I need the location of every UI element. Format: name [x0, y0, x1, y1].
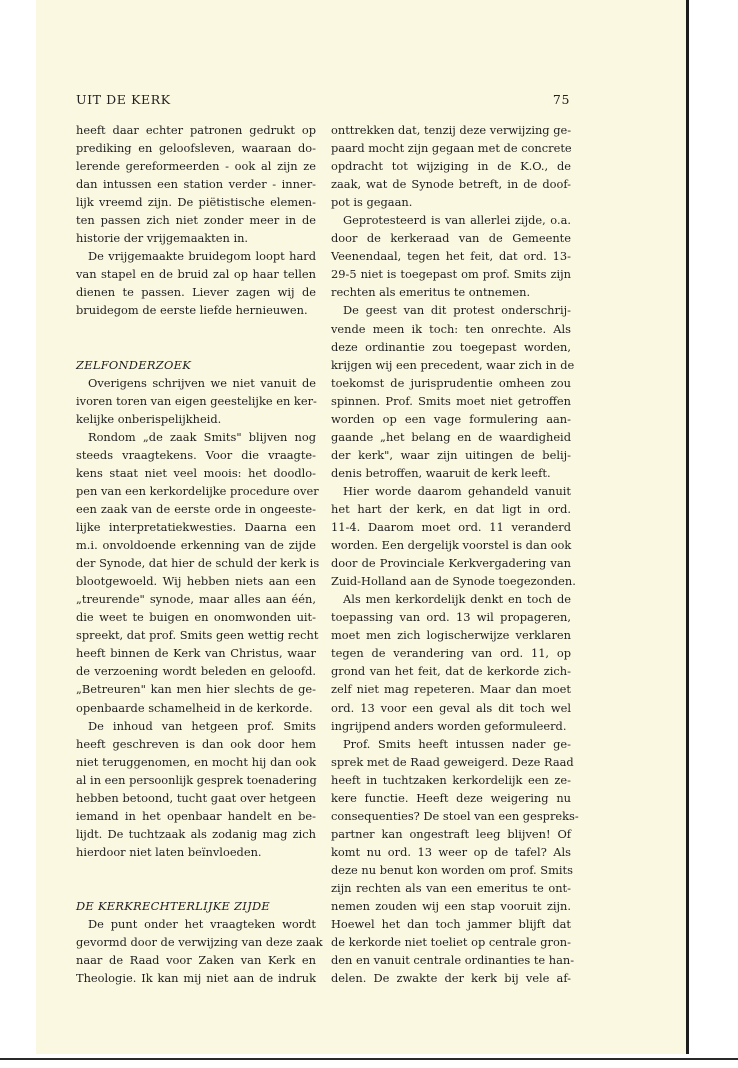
text-line: komt nu ord. 13 weer op de tafel? Als: [331, 844, 571, 859]
text-line: De vrijgemaakte bruidegom loopt hard: [88, 249, 316, 264]
text-line: Als men kerkordelijk denkt en toch de: [343, 592, 571, 607]
text-line: naar de Raad voor Zaken van Kerk en: [76, 953, 316, 968]
page-number: 75: [552, 92, 570, 107]
text-line: toekomst de jurisprudentie omheen zou: [331, 375, 571, 390]
text-line: een zaak van de eerste orde in ongeeste-: [76, 501, 316, 516]
section-heading: ZELFONDERZOEK: [76, 357, 192, 372]
text-line: toepassing van ord. 13 wil propageren,: [331, 610, 571, 625]
text-line: gevormd door de verwijzing van deze zaak: [76, 935, 323, 950]
text-line: pen van een kerkordelijke procedure over: [76, 483, 319, 498]
text-line: Prof. Smits heeft intussen nader ge-: [343, 736, 571, 751]
text-line: dan intussen een station verder - inner-: [76, 177, 316, 192]
text-line: onttrekken dat, tenzij deze verwijzing ge-: [331, 123, 572, 137]
text-line: dienen te passen. Liever zagen wij de: [76, 285, 316, 300]
text-line: gaande „het belang en de waardigheid: [331, 429, 571, 444]
text-line: m.i. onvoldoende erkenning van de zijde: [76, 538, 316, 553]
text-line: zijn rechten als van een emeritus te ont-: [331, 880, 571, 895]
text-line: lijke interpretatiekwesties. Daarna een: [76, 520, 316, 535]
text-line: tegen de verandering van ord. 11, op: [331, 646, 571, 661]
text-line: ten passen zich niet zonder meer in de: [76, 213, 316, 228]
page-edge-bottom: [0, 1058, 738, 1060]
text-line: de verzoening wordt beleden en geloofd.: [76, 664, 316, 679]
text-line: de kerkorde niet toeliet op centrale gron-: [331, 935, 571, 950]
running-title: UIT DE KERK: [76, 92, 171, 107]
text-line: heeft binnen de Kerk van Christus, waar: [76, 646, 316, 661]
blank-line: [76, 861, 316, 879]
text-line: den en vanuit centrale ordinanties te han-: [331, 953, 575, 968]
text-line: ord. 13 voor een geval als dit toch wel: [331, 700, 571, 715]
text-line: blootgewoeld. Wij hebben niets aan een: [76, 574, 316, 589]
text-line: Overigens schrijven we niet vanuit de: [88, 375, 316, 390]
text-line: al in een persoonlijk gesprek toenadering: [76, 772, 317, 787]
text-line: door de Provinciale Kerkvergadering van: [331, 556, 571, 571]
text-line: 29-5 niet is toegepast om prof. Smits zijn: [331, 267, 571, 282]
text-line: Geprotesteerd is van allerlei zijde, o.a.: [343, 213, 571, 228]
text-line: 11-4. Daarom moet ord. 11 veranderd: [331, 520, 571, 535]
text-line: ivoren toren van eigen geestelijke en ker-: [76, 393, 317, 408]
section-heading: DE KERKRECHTERLIJKE ZIJDE: [76, 899, 271, 914]
text-line: hierdoor niet laten beïnvloeden.: [76, 844, 262, 859]
text-line: pot is gegaan.: [331, 195, 413, 210]
text-line: opdracht tot wijziging in de K.O., de: [331, 159, 571, 174]
text-line: kelijke onberispelijkheid.: [76, 411, 222, 426]
text-line: heeft daar echter patronen gedrukt op: [76, 123, 316, 137]
text-line: van stapel en de bruid zal op haar tellen: [76, 267, 316, 282]
text-line: spreekt, dat prof. Smits geen wettig recht: [76, 628, 319, 643]
text-line: het hart der kerk, en dat ligt in ord.: [331, 501, 571, 516]
text-line: Rondom „de zaak Smits" blijven nog: [88, 429, 316, 444]
text-line: rechten als emeritus te ontnemen.: [331, 285, 531, 300]
text-line: nemen zouden wij een stap vooruit zijn.: [331, 899, 571, 914]
text-line: grond van het feit, dat de kerkorde zich-: [331, 664, 571, 679]
text-line: der Synode, dat hier de schuld der kerk is: [76, 556, 320, 571]
text-line: hebben betoond, tucht gaat over hetgeen: [76, 790, 316, 805]
text-line: De punt onder het vraagteken wordt: [88, 917, 316, 932]
text-line: zaak, wat de Synode betreft, in de doof-: [331, 177, 571, 192]
text-line: ingrijpend anders worden geformuleerd.: [331, 718, 567, 733]
text-line: partner kan ongestraft leeg blijven! Of: [331, 826, 571, 841]
text-line: der kerk", waar zijn uitingen de belij-: [331, 447, 571, 462]
running-header: [76, 92, 570, 112]
text-line: kens staat niet veel moois: het doodlo-: [76, 465, 316, 480]
text-line: sprek met de Raad geweigerd. Deze Raad: [331, 754, 574, 769]
text-line: lijk vreemd zijn. De piëtistische elemen-: [76, 195, 316, 210]
text-line: De inhoud van hetgeen prof. Smits: [88, 718, 316, 733]
text-line: prediking en geloofsleven, waaraan do-: [76, 141, 316, 156]
text-line: historie der vrijgemaakten in.: [76, 231, 249, 246]
text-line: zelf niet mag repeteren. Maar dan moet: [331, 682, 571, 697]
text-line: „treurende" synode, maar alles aan één,: [76, 592, 316, 607]
text-line: moet men zich logischerwijze verklaren: [331, 628, 571, 643]
blank-line: [76, 338, 316, 356]
text-line: niet teruggenomen, en mocht hij dan ook: [76, 754, 316, 769]
text-line: door de kerkeraad van de Gemeente: [331, 231, 571, 246]
text-line: iemand in het openbaar handelt en be-: [76, 808, 316, 823]
text-line: heeft geschreven is dan ook door hem: [76, 736, 316, 751]
text-line: Veenendaal, tegen het feit, dat ord. 13-: [331, 249, 571, 264]
text-line: deze nu benut kon worden om prof. Smits: [331, 862, 573, 877]
blank-line: [76, 879, 316, 897]
text-line: lijdt. De tuchtzaak als zodanig mag zich: [76, 826, 316, 841]
text-line: kere functie. Heeft deze weigering nu: [331, 790, 571, 805]
text-line: vende meen ik toch: ten onrechte. Als: [331, 321, 571, 336]
text-line: lerende gereformeerden - ook al zijn ze: [76, 159, 316, 174]
blank-line: [76, 320, 316, 338]
text-line: Zuid-Holland aan de Synode toegezonden.: [331, 574, 576, 589]
left-column: [76, 121, 323, 987]
text-line: De geest van dit protest onderschrij-: [343, 303, 571, 318]
text-line: worden. Een dergelijk voorstel is dan ook: [331, 538, 572, 553]
text-line: denis betroffen, waaruit de kerk leeft.: [331, 465, 551, 480]
page-edge-right: [686, 0, 689, 1054]
text-line: die weet te buigen en onomwonden uit-: [76, 610, 316, 625]
text-line: heeft in tuchtzaken kerkordelijk een ze-: [331, 772, 571, 787]
text-line: deze ordinantie zou toegepast worden,: [331, 339, 571, 354]
text-line: openbaarde schamelheid in de kerkorde.: [76, 700, 313, 715]
text-line: steeds vraagtekens. Voor die vraagte-: [76, 447, 316, 462]
text-line: consequenties? De stoel van een gespreks-: [331, 808, 579, 823]
text-line: Theologie. Ik kan mij niet aan de indruk: [76, 971, 316, 986]
right-column: [331, 121, 579, 987]
text-line: paard mocht zijn gegaan met de concrete: [331, 141, 572, 156]
text-line: krijgen wij een precedent, waar zich in de: [331, 357, 575, 372]
text-line: delen. De zwakte der kerk bij vele af-: [331, 971, 571, 986]
text-line: worden op een vage formulering aan-: [331, 411, 571, 426]
text-line: Hoewel het dan toch jammer blijft dat: [331, 917, 571, 932]
text-line: „Betreuren" kan men hier slechts de ge-: [76, 682, 316, 697]
text-line: bruidegom de eerste liefde hernieuwen.: [76, 303, 308, 318]
text-line: spinnen. Prof. Smits moet niet getroffen: [331, 393, 571, 408]
text-line: Hier worde daarom gehandeld vanuit: [343, 483, 571, 498]
